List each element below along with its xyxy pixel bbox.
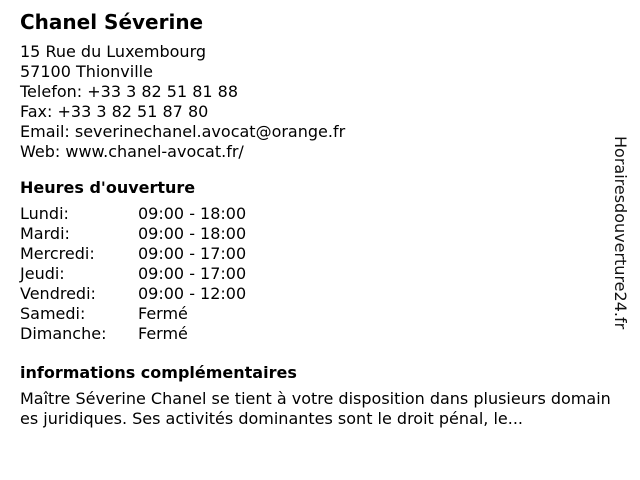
phone-number: Telefon: +33 3 82 51 81 88 <box>20 82 239 101</box>
business-name: Chanel Séverine <box>20 10 204 34</box>
hours-row-mardi <box>20 224 620 244</box>
time-value: Fermé <box>138 304 188 323</box>
opening-hours-title: Heures d'ouverture <box>20 178 196 197</box>
hours-row-jeudi <box>20 264 620 284</box>
time-value: 09:00 - 18:00 <box>138 224 247 243</box>
site-watermark: Horairesdouverture24.fr <box>611 136 630 330</box>
email-address: Email: severinechanel.avocat@orange.fr <box>20 122 346 141</box>
hours-row-mercredi <box>20 244 620 264</box>
time-value: 09:00 - 17:00 <box>138 244 247 263</box>
additional-info-text: Maître Séverine Chanel se tient à votre disposition dans plusieurs domaines juridiques. Ses activités dominantes sont le droit pénal, le... <box>20 389 611 428</box>
additional-info-title: informations complémentaires <box>20 363 297 382</box>
day-label: Vendredi: <box>20 284 96 303</box>
day-label: Jeudi: <box>20 264 65 283</box>
website-url: Web: www.chanel-avocat.fr/ <box>20 142 244 161</box>
time-value: 09:00 - 18:00 <box>138 204 247 223</box>
opening-hours-list <box>20 204 620 344</box>
address-street: 15 Rue du Luxembourg <box>20 42 207 61</box>
contact-info <box>20 42 620 162</box>
day-label: Mardi: <box>20 224 70 243</box>
day-label: Lundi: <box>20 204 69 223</box>
day-label: Dimanche: <box>20 324 107 343</box>
hours-row-samedi <box>20 304 620 324</box>
hours-row-dimanche <box>20 324 620 344</box>
hours-row-lundi <box>20 204 620 224</box>
fax-number: Fax: +33 3 82 51 87 80 <box>20 102 209 121</box>
hours-row-vendredi <box>20 284 620 304</box>
time-value: 09:00 - 17:00 <box>138 264 247 283</box>
day-label: Samedi: <box>20 304 86 323</box>
business-card <box>20 8 620 429</box>
time-value: Fermé <box>138 324 188 343</box>
day-label: Mercredi: <box>20 244 95 263</box>
time-value: 09:00 - 12:00 <box>138 284 247 303</box>
address-city: 57100 Thionville <box>20 62 153 81</box>
